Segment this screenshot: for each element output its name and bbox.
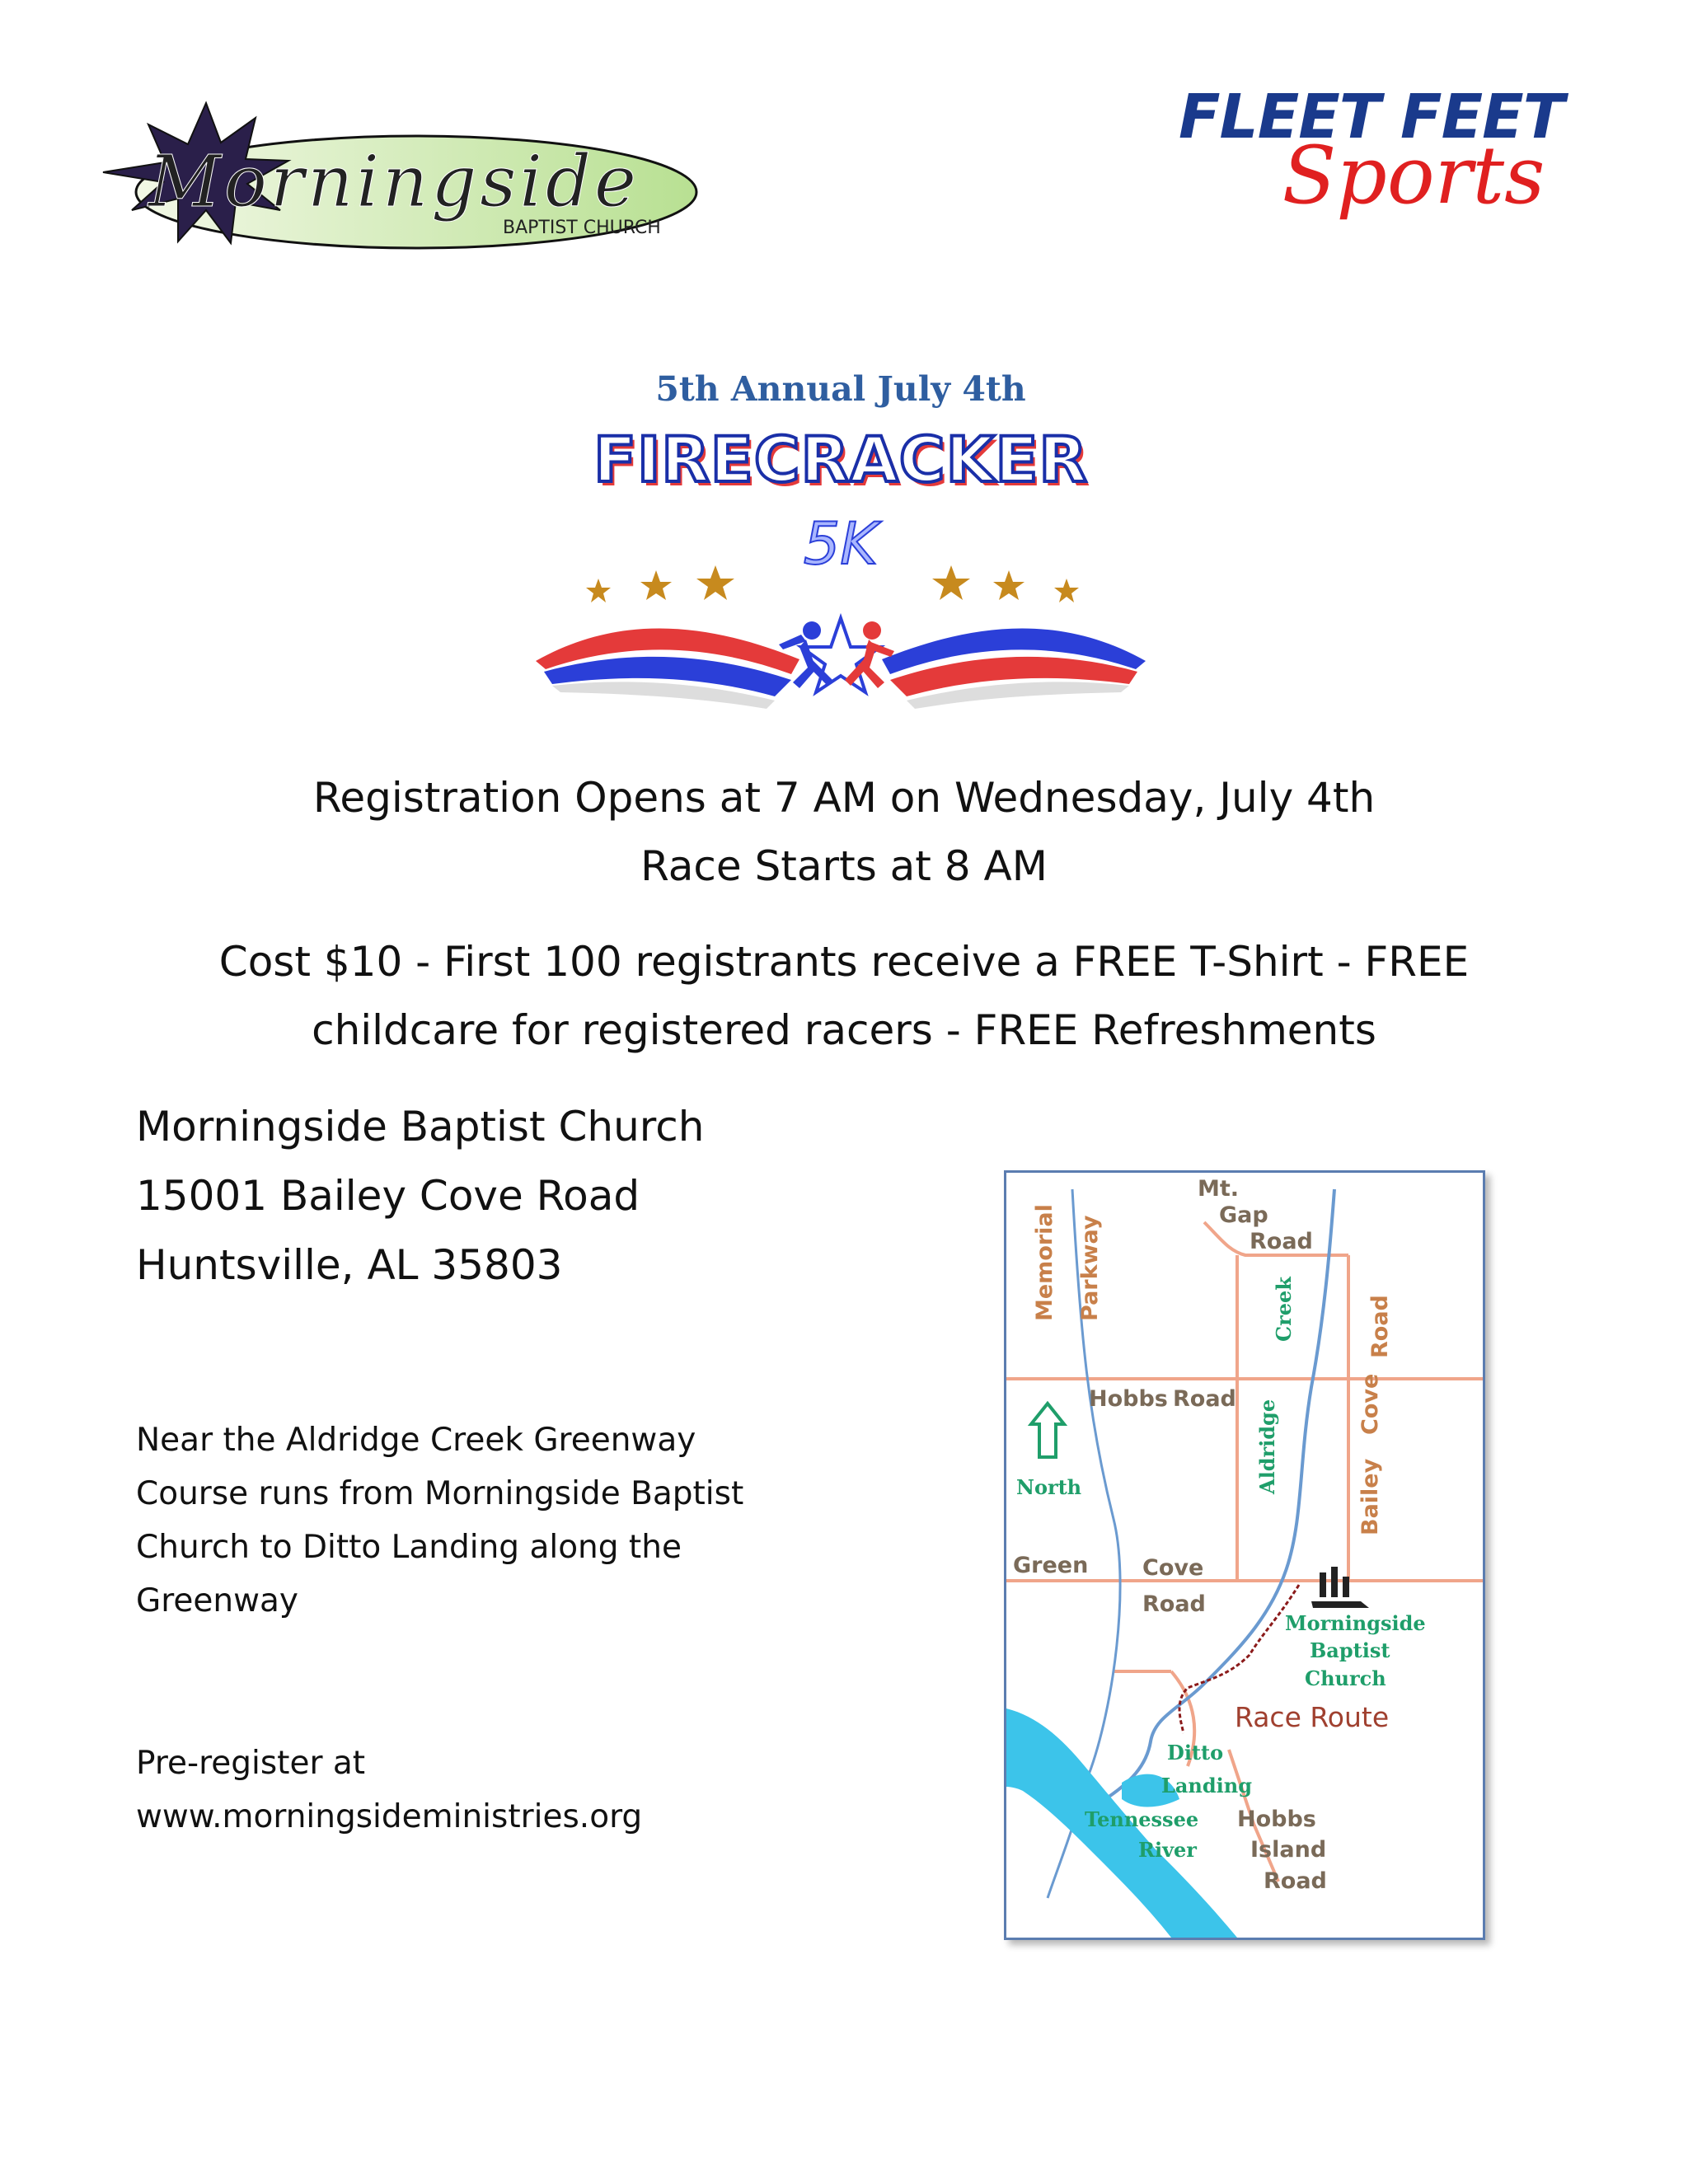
map-label-hobbs-road: Road bbox=[1173, 1386, 1236, 1412]
map-label-gap: Gap bbox=[1219, 1202, 1268, 1228]
map-label-green-cove: Cove bbox=[1142, 1555, 1204, 1581]
map-label-church-3: Church bbox=[1305, 1666, 1386, 1690]
star-icon bbox=[640, 570, 672, 600]
race-start-time: Race Starts at 8 AM bbox=[640, 842, 1048, 890]
map-label-race-route: Race Route bbox=[1235, 1701, 1390, 1733]
cost-line-2: childcare for registered racers - FREE Refreshments bbox=[312, 1006, 1376, 1054]
ribbon-right bbox=[882, 628, 1146, 709]
map-label-green-road: Road bbox=[1142, 1591, 1206, 1617]
course-note-3: Church to Ditto Landing along the bbox=[136, 1529, 682, 1566]
map-label-road-east: Road bbox=[1367, 1295, 1393, 1358]
address-name: Morningside Baptist Church bbox=[136, 1103, 705, 1151]
race-route-map bbox=[1004, 1170, 1485, 1940]
map-label-tennessee: Tennessee bbox=[1085, 1807, 1199, 1831]
map-label-island-road: Road bbox=[1264, 1868, 1327, 1894]
map-label-hobbs: Hobbs bbox=[1089, 1386, 1168, 1412]
fleet-feet-title: FLEET FEET bbox=[1179, 82, 1564, 152]
map-label-landing: Landing bbox=[1161, 1774, 1253, 1797]
map-label-memorial: Memorial bbox=[1032, 1204, 1057, 1321]
map-label-mt: Mt. bbox=[1198, 1176, 1240, 1202]
map-label-aldridge: Aldridge bbox=[1255, 1399, 1279, 1494]
ribbon-left bbox=[536, 628, 799, 709]
star-icon bbox=[993, 570, 1025, 600]
star-icon bbox=[932, 565, 970, 600]
map-label-river: River bbox=[1138, 1838, 1197, 1862]
map-label-bailey: Bailey bbox=[1357, 1458, 1383, 1535]
map-label-north: North bbox=[1016, 1475, 1082, 1499]
address-city: Huntsville, AL 35803 bbox=[136, 1241, 563, 1289]
course-note-4: Greenway bbox=[136, 1582, 298, 1619]
star-icon bbox=[696, 565, 734, 600]
course-note-2: Course runs from Morningside Baptist bbox=[136, 1475, 744, 1512]
race-name: FIRECRACKER bbox=[593, 423, 1088, 496]
preregister-label: Pre-register at bbox=[136, 1745, 366, 1782]
map-label-creek: Creek bbox=[1272, 1277, 1296, 1342]
star-icon bbox=[586, 579, 611, 602]
map-label-church-1: Morningside bbox=[1285, 1611, 1426, 1635]
preregister-url[interactable]: www.morningsideministries.org bbox=[136, 1798, 643, 1835]
race-graphic bbox=[528, 363, 1154, 709]
north-arrow-icon bbox=[1031, 1404, 1064, 1457]
course-note-1: Near the Aldridge Creek Greenway bbox=[136, 1422, 696, 1459]
race-distance: 5K bbox=[803, 510, 879, 578]
morningside-logo-text: Morningside bbox=[148, 141, 640, 223]
map-label-parkway: Parkway bbox=[1077, 1215, 1103, 1321]
address-street: 15001 Bailey Cove Road bbox=[136, 1172, 640, 1220]
map-label-cove: Cove bbox=[1357, 1373, 1383, 1435]
map-label-church-2: Baptist bbox=[1310, 1638, 1390, 1662]
map-label-gap-road: Road bbox=[1250, 1229, 1313, 1254]
map-label-island: Island bbox=[1250, 1837, 1327, 1863]
map-label-ditto: Ditto bbox=[1167, 1741, 1224, 1765]
registration-time: Registration Opens at 7 AM on Wednesday, July 4th bbox=[312, 774, 1376, 822]
morningside-logo-subtext: BAPTIST CHURCH bbox=[503, 218, 661, 238]
cost-line-1: Cost $10 - First 100 registrants receive a FREE T-Shirt - FREE bbox=[218, 938, 1470, 986]
morningside-logo bbox=[99, 95, 701, 260]
map-label-green: Green bbox=[1013, 1553, 1089, 1578]
fleet-feet-logo bbox=[1179, 82, 1595, 260]
star-icon bbox=[1054, 579, 1079, 602]
church-icon bbox=[1311, 1567, 1369, 1608]
race-annual: 5th Annual July 4th bbox=[655, 369, 1026, 409]
map-label-hobbs-island: Hobbs bbox=[1237, 1807, 1316, 1832]
fleet-feet-sports: Sports bbox=[1282, 129, 1545, 222]
